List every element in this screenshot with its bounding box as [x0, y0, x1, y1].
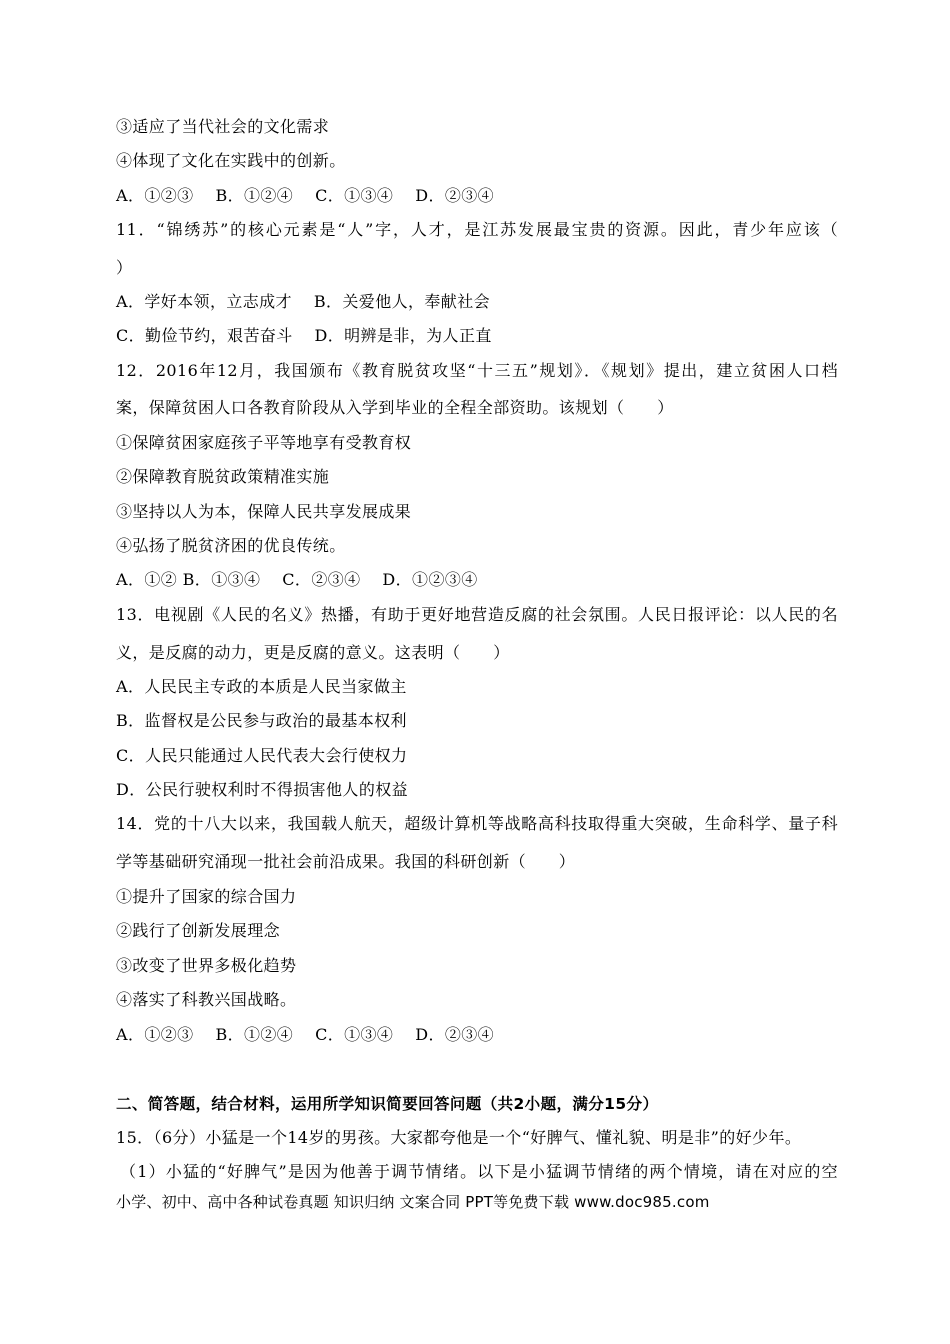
question-11: 11．“锦绣苏”的核心元素是“人”字，人才，是江苏发展最宝贵的资源。因此，青少年应该（	[116, 220, 838, 239]
option-line: ④体现了文化在实践中的创新。	[116, 151, 346, 170]
option-line: ②保障教育脱贫政策精准实施	[116, 467, 330, 486]
question-13: 13．电视剧《人民的名义》热播，有助于更好地营造反腐的社会氛围。人民日报评论：以人民的名	[116, 605, 838, 624]
option-line: ③坚持以人为本，保障人民共享发展成果	[116, 502, 412, 521]
question-14-cont: 学等基础研究涌现一批社会前沿成果。我国的科研创新（ ）	[116, 852, 576, 871]
option-line: ①提升了国家的综合国力	[116, 887, 297, 906]
option-line: ④弘扬了脱贫济困的优良传统。	[116, 536, 346, 555]
section-heading: 二、简答题，结合材料，运用所学知识简要回答问题（共2小题，满分15分）	[116, 1095, 659, 1113]
option-line: ②践行了创新发展理念	[116, 921, 281, 940]
answer-choice-a: A．人民民主专政的本质是人民当家做主	[116, 677, 407, 696]
option-line: ④落实了科教兴国战略。	[116, 990, 297, 1009]
question-14: 14．党的十八大以来，我国载人航天，超级计算机等战略高科技取得重大突破，生命科学、量子科	[116, 814, 838, 833]
answer-choices: A．①②③ B．①②④ C．①③④ D．②③④	[116, 1025, 495, 1044]
answer-choice-b: B．监督权是公民参与政治的最基本权利	[116, 711, 407, 730]
answer-choice-c: C．人民只能通过人民代表大会行使权力	[116, 746, 408, 765]
question-11-bracket: ）	[116, 258, 133, 277]
answer-choices: C．勤俭节约，艰苦奋斗 D．明辨是非，为人正直	[116, 326, 492, 345]
question-12: 12．2016年12月，我国颁布《教育脱贫攻坚“十三五”规划》．《规划》提出，建立贫困人口档	[116, 361, 838, 380]
question-15-part1: （1）小猛的“好脾气”是因为他善于调节情绪。以下是小猛调节情绪的两个情境，请在对应的空	[120, 1162, 838, 1181]
answer-choice-d: D．公民行驶权利时不得损害他人的权益	[116, 780, 409, 799]
option-line: ③改变了世界多极化趋势	[116, 956, 297, 975]
question-13-cont: 义，是反腐的动力，更是反腐的意义。这表明（ ）	[116, 643, 510, 662]
page-footer: 小学、初中、高中各种试卷真题 知识归纳 文案合同 PPT等免费下载 www.doc985.com	[116, 1193, 710, 1211]
answer-choices: A．①②③ B．①②④ C．①③④ D．②③④	[116, 186, 495, 205]
option-line: ③适应了当代社会的文化需求	[116, 117, 330, 136]
question-12-cont: 案，保障贫困人口各教育阶段从入学到毕业的全程全部资助。该规划（ ）	[116, 398, 674, 417]
answer-choices: A．学好本领，立志成才 B．关爱他人，奉献社会	[116, 292, 490, 311]
answer-choices: A．①② B．①③④ C．②③④ D．①②③④	[116, 570, 478, 589]
option-line: ①保障贫困家庭孩子平等地享有受教育权	[116, 433, 412, 452]
question-15: 15．（6分）小猛是一个14岁的男孩。大家都夸他是一个“好脾气、懂礼貌、明是非”的好少年。	[116, 1128, 802, 1147]
